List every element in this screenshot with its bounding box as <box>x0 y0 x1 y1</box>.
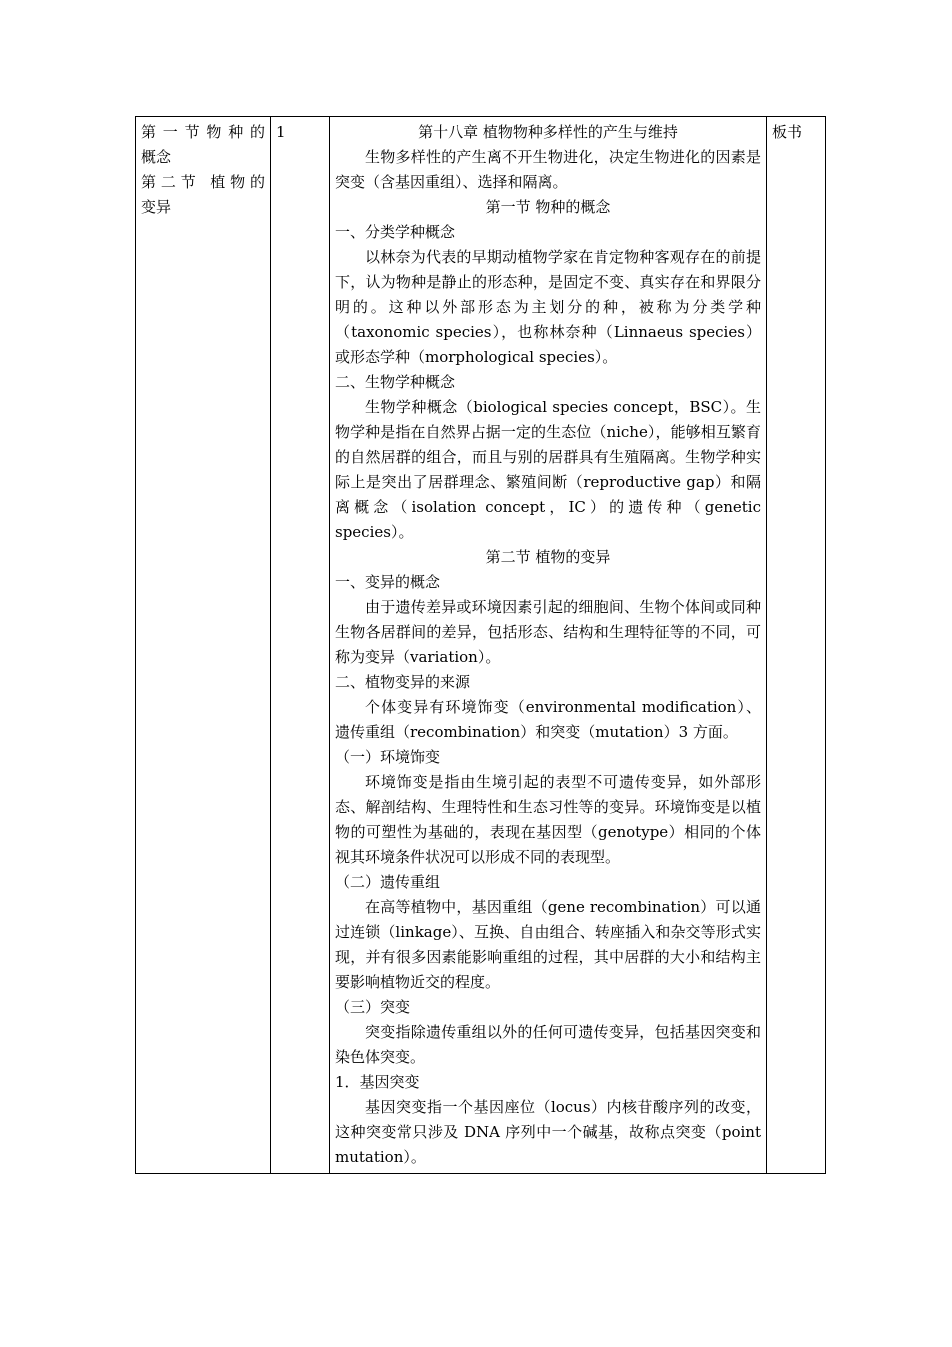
section-title: 第二节 植物的变异 <box>485 548 611 566</box>
paragraph: 由于遗传差异或环境因素引起的细胞间、生物个体间或同种生物各居群间的差异，包括形态、结构和生理特征等的不同，可称为变异（variation）。 <box>335 598 761 666</box>
subheading: （一）环境饰变 <box>335 748 441 766</box>
paragraph: 个体变异有环境饰变（environmental modification）、遗传重组（recombination）和突变（mutation）3 方面。 <box>335 698 761 741</box>
heading: 一、变异的概念 <box>335 573 441 591</box>
lesson-plan-table <box>135 116 826 1174</box>
subheading: （二）遗传重组 <box>335 873 441 891</box>
topic-cell <box>136 117 271 1174</box>
content-cell <box>330 117 767 1174</box>
item-heading: 1．基因突变 <box>335 1073 420 1091</box>
paragraph: 以林奈为代表的早期动植物学家在肯定物种客观存在的前提下，认为物种是静止的形态种，是固定不变、真实存在和界限分明的。这种以外部形态为主划分的种，被称为分类学种（taxonomic species），也称林奈种（Linnaeus species）或形态学种（morphological species）。 <box>335 248 761 366</box>
topic-line: 第一节物种的 <box>141 123 265 141</box>
heading: 二、植物变异的来源 <box>335 673 471 691</box>
table-row <box>136 117 826 1174</box>
intro-paragraph: 生物多样性的产生离不开生物进化，决定生物进化的因素是突变（含基因重组）、选择和隔离。 <box>335 148 761 191</box>
hours-cell: 1 <box>271 117 330 1174</box>
paragraph: 突变指除遗传重组以外的任何可遗传变异，包括基因突变和染色体突变。 <box>335 1023 761 1066</box>
topic-line: 变异 <box>141 198 172 216</box>
section-title: 第一节 物种的概念 <box>485 198 611 216</box>
topic-line: 概念 <box>141 148 172 166</box>
paragraph: 基因突变指一个基因座位（locus）内核苷酸序列的改变，这种突变常只涉及 DNA 序列中一个碱基，故称点突变（point mutation）。 <box>335 1098 761 1166</box>
heading: 一、分类学种概念 <box>335 223 456 241</box>
method-cell: 板书 <box>767 117 826 1174</box>
chapter-title: 第十八章 植物物种多样性的产生与维持 <box>418 123 678 141</box>
heading: 二、生物学种概念 <box>335 373 456 391</box>
paragraph: 在高等植物中，基因重组（gene recombination）可以通过连锁（linkage）、互换、自由组合、转座插入和杂交等形式实现，并有很多因素能影响重组的过程，其中居群的大小和结构主要影响植物近交的程度。 <box>335 898 761 991</box>
topic-line: 第二节 植物的 <box>141 173 265 191</box>
paragraph: 环境饰变是指由生境引起的表型不可遗传变异，如外部形态、解剖结构、生理特性和生态习性等的变异。环境饰变是以植物的可塑性为基础的，表现在基因型（genotype）相同的个体视其环境条件状况可以形成不同的表现型。 <box>335 773 761 866</box>
paragraph: 生物学种概念（biological species concept，BSC）。生物学种是指在自然界占据一定的生态位（niche），能够相互繁育的自然居群的组合，而且与别的居群具有生殖隔离。生物学种实际上是突出了居群理念、繁殖间断（reproductive gap）和隔离概念（isolation concept，IC）的遗传种（genetic species）。 <box>335 398 761 541</box>
subheading: （三）突变 <box>335 998 411 1016</box>
